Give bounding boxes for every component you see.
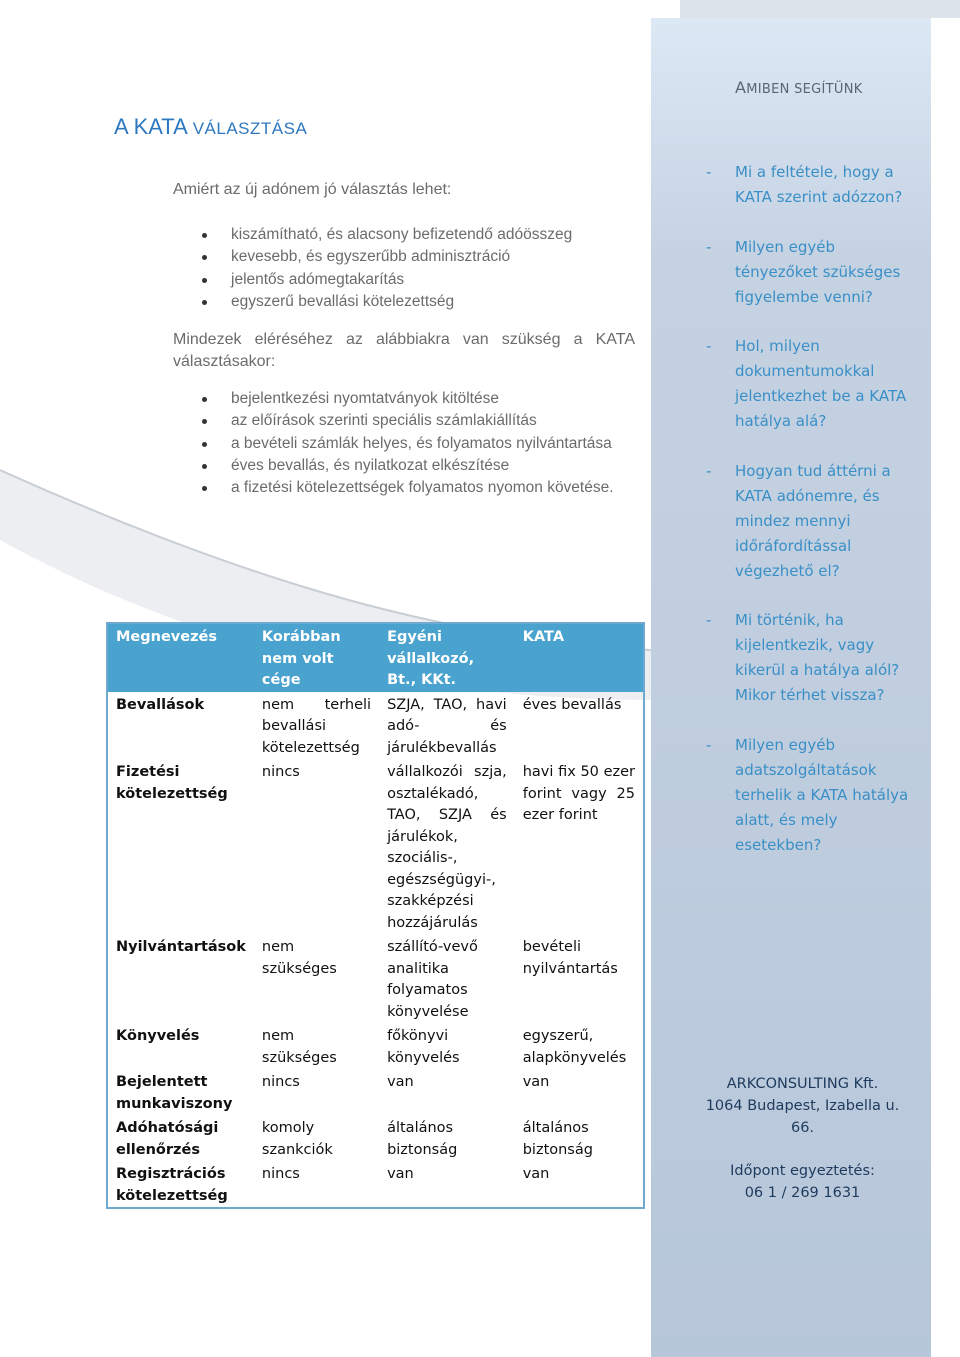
row-label: Fizetési kötelezettség	[116, 764, 228, 802]
table-row	[107, 1023, 644, 1069]
comparison-table	[106, 622, 645, 1209]
dash-icon: -	[706, 462, 712, 480]
title-main: A KATA	[114, 114, 187, 139]
table-cell: van	[387, 1074, 414, 1090]
table-header-row	[107, 623, 644, 692]
sidebar-question	[706, 733, 916, 858]
sidebar-question	[706, 160, 916, 210]
table-cell: éves bevallás	[522, 696, 622, 713]
sidebar-question	[706, 608, 916, 708]
sidebar-question	[706, 235, 916, 310]
table-cell: komoly szankciók	[261, 1120, 333, 1158]
table-cell: nem szükséges	[261, 1028, 337, 1066]
table-cell: havi fix 50 ezer forint vagy 25 ezer forint	[522, 764, 635, 823]
row-label: Nyilvántartások	[116, 939, 246, 955]
title-rest: VÁLASZTÁSA	[192, 119, 308, 138]
list-item: egyszerű bevallási kötelezettség	[200, 291, 572, 313]
intro-text: Amiért az új adónem jó választás lehet:	[173, 181, 452, 198]
table-cell: szállító-vevő analitika folyamatos könyvelése	[387, 939, 478, 1020]
table-cell: van	[522, 1074, 550, 1090]
sidebar-question-text: Hol, milyen dokumentumokkal jelentkezhet be a KATA hatálya alá?	[735, 337, 907, 430]
table-cell: általános biztonság	[522, 1120, 593, 1158]
table-cell: főkönyvi könyvelés	[387, 1028, 460, 1066]
table-cell: nincs	[261, 764, 300, 780]
row-label: Könyvelés	[116, 1028, 200, 1044]
sidebar-question-text: Milyen egyéb adatszolgáltatások terhelik a KATA hatálya alatt, és mely esetekben?	[735, 736, 909, 854]
table-header-cell: Egyéni vállalkozó, Bt., KKt.	[379, 623, 515, 692]
table-header-cell: KATA	[515, 623, 644, 692]
table-row	[107, 1115, 644, 1161]
table-cell: vállalkozói szja, osztalékadó, TAO, SZJA és járulékok, szociális-, egészségügyi-, szakképzési hozzájárulás	[387, 764, 507, 931]
dash-icon: -	[706, 611, 712, 629]
list-item: kevesebb, és egyszerűbb adminisztráció	[200, 246, 572, 268]
sidebar-question-text: Hogyan tud áttérni a KATA adónemre, és mindez mennyi időráfordítással végezhető el?	[735, 462, 891, 580]
requirements-intro-line2: választásakor:	[173, 353, 276, 370]
table-cell: általános biztonság	[387, 1120, 458, 1158]
requirements-intro-line1: Mindezek eléréséhez az alábbiakra van szükség a KATA	[173, 331, 635, 348]
table-row	[107, 692, 644, 760]
row-label: Regisztrációs kötelezettség	[116, 1166, 228, 1204]
company-address-line2: 66.	[790, 1120, 815, 1136]
row-label: Adóhatósági ellenőrzés	[116, 1120, 219, 1158]
company-name: ARKCONSULTING Kft.	[726, 1076, 879, 1092]
list-item: a fizetési kötelezettségek folyamatos nyomon követése.	[200, 477, 614, 499]
table-cell: nincs	[261, 1074, 300, 1090]
list-item: jelentős adómegtakarítás	[200, 269, 572, 291]
table-header-cell: Korábban nem volt cége	[254, 623, 379, 692]
phone-number[interactable]: 06 1 / 269 1631	[744, 1185, 861, 1201]
sidebar-question-text: Mi történik, ha kijelentkezik, vagy kikerül a hatálya alól? Mikor térhet vissza?	[735, 611, 900, 704]
list-item: a bevételi számlák helyes, és folyamatos nyilvántartása	[200, 433, 614, 455]
table-cell: nem terheli bevallási kötelezettség	[261, 696, 372, 756]
table-row	[107, 759, 644, 934]
sidebar-heading-rest: MIBEN SEGÍTÜNK	[746, 82, 863, 97]
page-title	[114, 114, 307, 140]
sidebar-heading-cap: A	[735, 78, 747, 97]
table-cell: nem szükséges	[261, 939, 337, 977]
list-item: kiszámítható, és alacsony befizetendő adóösszeg	[200, 224, 572, 246]
sidebar-question-text: Mi a feltétele, hogy a KATA szerint adózzon?	[735, 163, 903, 206]
dash-icon: -	[706, 337, 712, 355]
row-label: Bejelentett munkaviszony	[116, 1074, 233, 1112]
list-item: az előírások szerinti speciális számlakiállítás	[200, 410, 614, 432]
table-cell: nincs	[261, 1166, 300, 1182]
table-cell: egyszerű, alapkönyvelés	[522, 1028, 627, 1066]
sidebar-top-strip	[680, 0, 960, 18]
requirements-intro	[173, 329, 635, 373]
dash-icon: -	[706, 163, 712, 181]
table-row	[107, 934, 644, 1023]
appointment-label: Időpont egyeztetés:	[730, 1163, 875, 1179]
list-item: éves bevallás, és nyilatkozat elkészítése	[200, 455, 614, 477]
dash-icon: -	[706, 736, 712, 754]
benefits-list	[200, 224, 572, 313]
table-cell: van	[522, 1166, 550, 1182]
table-cell: bevételi nyilvántartás	[522, 939, 618, 977]
appointment-block	[700, 1160, 905, 1204]
sidebar-question	[706, 459, 916, 584]
company-block	[700, 1073, 905, 1139]
row-label: Bevallások	[116, 696, 205, 713]
table-header-cell: Megnevezés	[107, 623, 254, 692]
sidebar-heading	[735, 78, 935, 97]
requirements-list	[200, 388, 614, 499]
company-address-line1: 1064 Budapest, Izabella u.	[705, 1098, 900, 1114]
table-row	[107, 1069, 644, 1115]
sidebar-question	[706, 334, 916, 434]
dash-icon: -	[706, 238, 712, 256]
list-item: bejelentkezési nyomtatványok kitöltése	[200, 388, 614, 410]
table-cell: SZJA, TAO, havi adó- és járulékbevallás	[387, 696, 507, 756]
sidebar-question-text: Milyen egyéb tényezőket szükséges figyelembe venni?	[735, 238, 901, 306]
table-row	[107, 1161, 644, 1208]
table-cell: van	[387, 1166, 414, 1182]
